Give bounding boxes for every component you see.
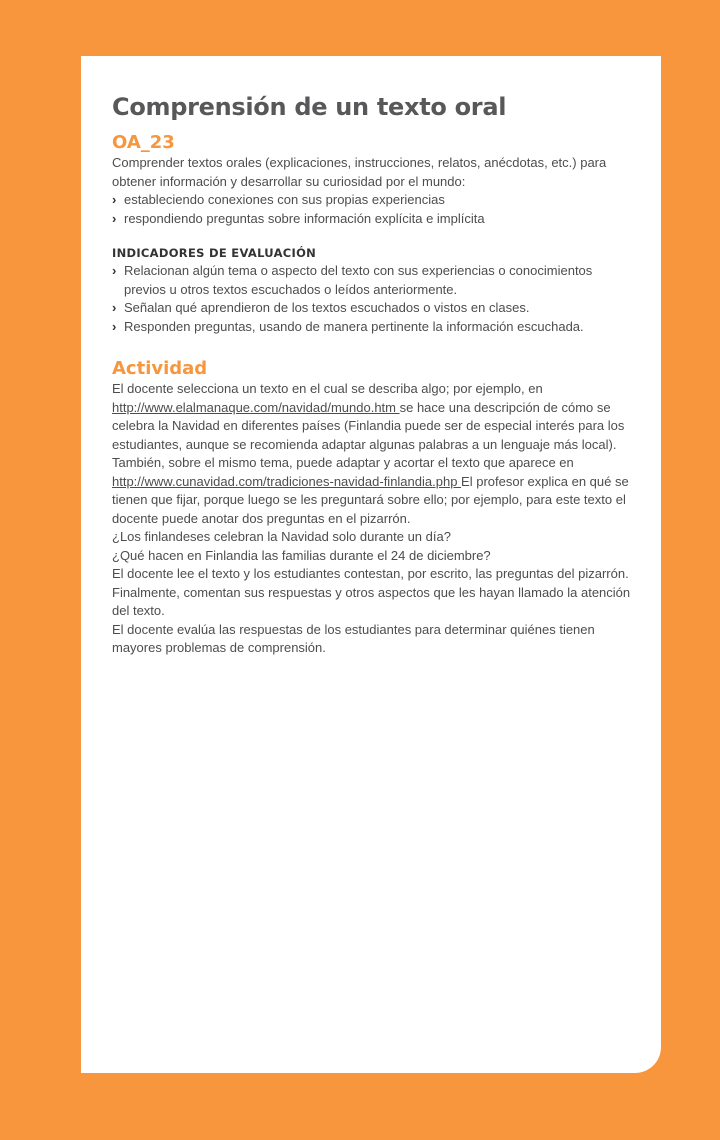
document-content [112, 92, 632, 658]
objective-bullet-text: respondiendo preguntas sobre información explícita e implícita [124, 210, 485, 226]
activity-text: se hace una descripción de cómo se celebra la Navidad en diferentes países (Finlandia puede ser de especial interés para los estudiantes, aunque se recomienda adaptar algunas palabras a un lenguaje más local). También, sobre el mismo tema, puede adaptar y acortar el texto que aparece en [112, 399, 625, 470]
cunavidad-link[interactable]: http://www.cunavidad.com/tradiciones-navidad-finlandia.php [112, 473, 462, 489]
chevron-right-icon: › [112, 300, 117, 315]
objective-bullet [112, 210, 632, 229]
elalmanaque-link[interactable]: http://www.elalmanaque.com/navidad/mundo.htm [112, 399, 400, 415]
objective-bullet-text: estableciendo conexiones con sus propias experiencias [124, 192, 445, 207]
chevron-right-icon: › [112, 210, 117, 226]
objective-code: OA_23 [112, 132, 175, 153]
indicator-text: Responden preguntas, usando de manera pertinente la información escuchada. [124, 318, 584, 334]
activity-paragraph-2: El docente lee el texto y los estudiantes contestan, por escrito, las preguntas del pizarrón. [112, 566, 629, 581]
activity-paragraph-3: Finalmente, comentan sus respuestas y otros aspectos que les hayan llamado la atención del texto. [112, 584, 631, 618]
objective-bullet-list [112, 191, 632, 228]
chevron-right-icon: › [112, 318, 117, 334]
chevron-right-icon: › [112, 263, 117, 278]
page-title: Comprensión de un texto oral [112, 93, 507, 121]
activity-question-1: ¿Los finlandeses celebran la Navidad solo durante un día? [112, 529, 451, 544]
indicator-item [112, 299, 632, 318]
activity-question-2: ¿Qué hacen en Finlandia las familias durante el 24 de diciembre? [112, 547, 491, 563]
objective-bullet [112, 191, 632, 210]
indicator-item [112, 262, 632, 299]
indicator-text: Relacionan algún tema o aspecto del texto con sus experiencias o conocimientos previos u otros textos escuchados o leídos anteriormente. [124, 263, 593, 297]
indicators-heading: INDICADORES DE EVALUACIÓN [112, 246, 317, 260]
activity-text: El profesor explica en qué se tienen que fijar, porque luego se les preguntará sobre ello; por ejemplo, para este texto el docente puede anotar dos preguntas en el pizarrón. [112, 473, 629, 526]
indicators-list [112, 262, 632, 336]
indicator-text: Señalan qué aprendieron de los textos escuchados o vistos en clases. [124, 300, 530, 315]
document-card [81, 56, 661, 1073]
activity-paragraph-4: El docente evalúa las respuestas de los estudiantes para determinar quiénes tienen mayores problemas de comprensión. [112, 621, 595, 655]
activity-section [112, 358, 632, 658]
activity-text: El docente selecciona un texto en el cual se describa algo; por ejemplo, en [112, 381, 543, 396]
activity-paragraph-1 [112, 380, 632, 528]
chevron-right-icon: › [112, 192, 117, 207]
indicator-item [112, 318, 632, 337]
objective-description: Comprender textos orales (explicaciones, instrucciones, relatos, anécdotas, etc.) para obtener información y desarrollar su curiosidad por el mundo: [112, 155, 607, 189]
activity-heading: Actividad [112, 358, 208, 379]
